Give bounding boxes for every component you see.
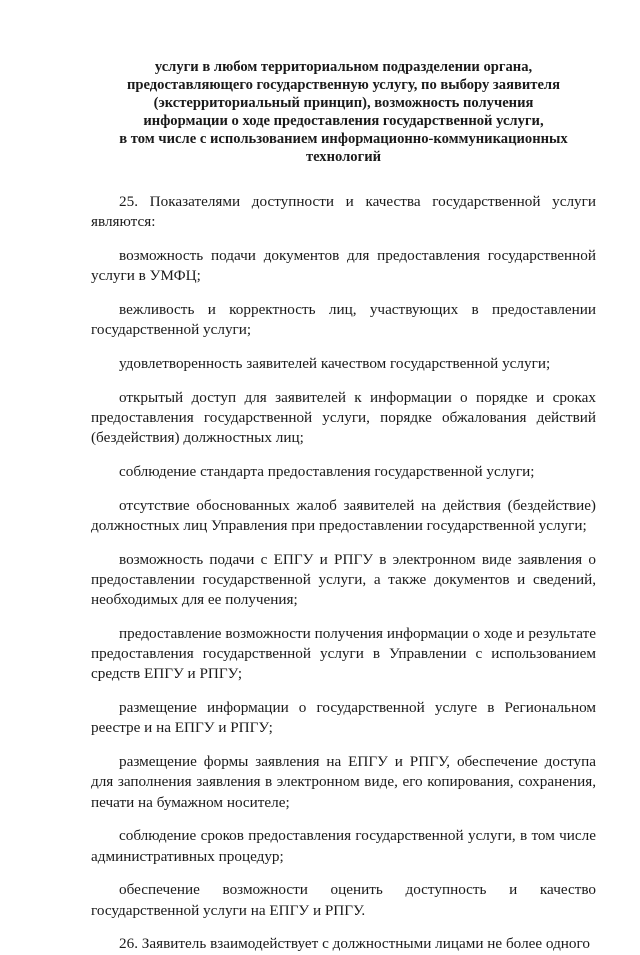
- paragraph-bullet: размещение формы заявления на ЕПГУ и РПГУ, обеспечение доступа для заполнения заявления в электронном виде, его копирования, сохранения, печати на бумажном носителе;: [91, 753, 596, 811]
- paragraph-bullet: вежливость и корректность лиц, участвующих в предоставлении государственной услуги;: [91, 301, 596, 339]
- paragraph-item-25: 25. Показателями доступности и качества государственной услуги являются:: [91, 193, 596, 231]
- paragraph-bullet: предоставление возможности получения информации о ходе и результате предоставления государственной услуги в Управлении с использованием средств ЕПГУ и РПГУ;: [91, 625, 596, 683]
- paragraph-bullet: удовлетворенность заявителей качеством государственной услуги;: [119, 355, 551, 372]
- paragraph-bullet: отсутствие обоснованных жалоб заявителей на действия (бездействие) должностных лиц Управления при предоставлении государственной услуги;: [91, 496, 596, 534]
- paragraph-bullet: обеспечение возможности оценить доступность и качество государственной услуги на ЕПГУ и РПГУ.: [91, 881, 596, 919]
- heading-line: предоставляющего государственную услугу, по выбору заявителя: [126, 77, 561, 93]
- heading-line: в том числе с использованием информационно-коммуникационных: [119, 131, 568, 147]
- heading-line: услуги в любом территориальном подразделении органа,: [154, 59, 533, 75]
- document-page: [91, 58, 596, 955]
- heading-line: информации о ходе предоставления государственной услуги,: [143, 113, 544, 129]
- paragraph-item-26: 26. Заявитель взаимодействует с должностными лицами не более одного: [119, 935, 590, 953]
- paragraph-bullet: открытый доступ для заявителей к информации о порядке и сроках предоставления государственной услуги, порядке обжалования действий (бездействия) должностных лиц;: [91, 388, 596, 447]
- paragraph-bullet: соблюдение стандарта предоставления государственной услуги;: [119, 463, 535, 480]
- paragraph-bullet: размещение информации о государственной услуге в Региональном реестре и на ЕПГУ и РПГУ;: [91, 699, 596, 737]
- paragraph-bullet: возможность подачи с ЕПГУ и РПГУ в электронном виде заявления о предоставлении государственной услуги, а также документов и сведений, необходимых для ее получения;: [91, 550, 596, 609]
- section-heading: [91, 58, 596, 166]
- heading-line: (экстерриториальный принцип), возможность получения: [153, 95, 534, 111]
- paragraph-bullet: соблюдение сроков предоставления государственной услуги, в том числе административных процедур;: [91, 827, 596, 865]
- paragraph-bullet: возможность подачи документов для предоставления государственной услуги в УМФЦ;: [91, 247, 596, 285]
- heading-line: технологий: [305, 149, 382, 165]
